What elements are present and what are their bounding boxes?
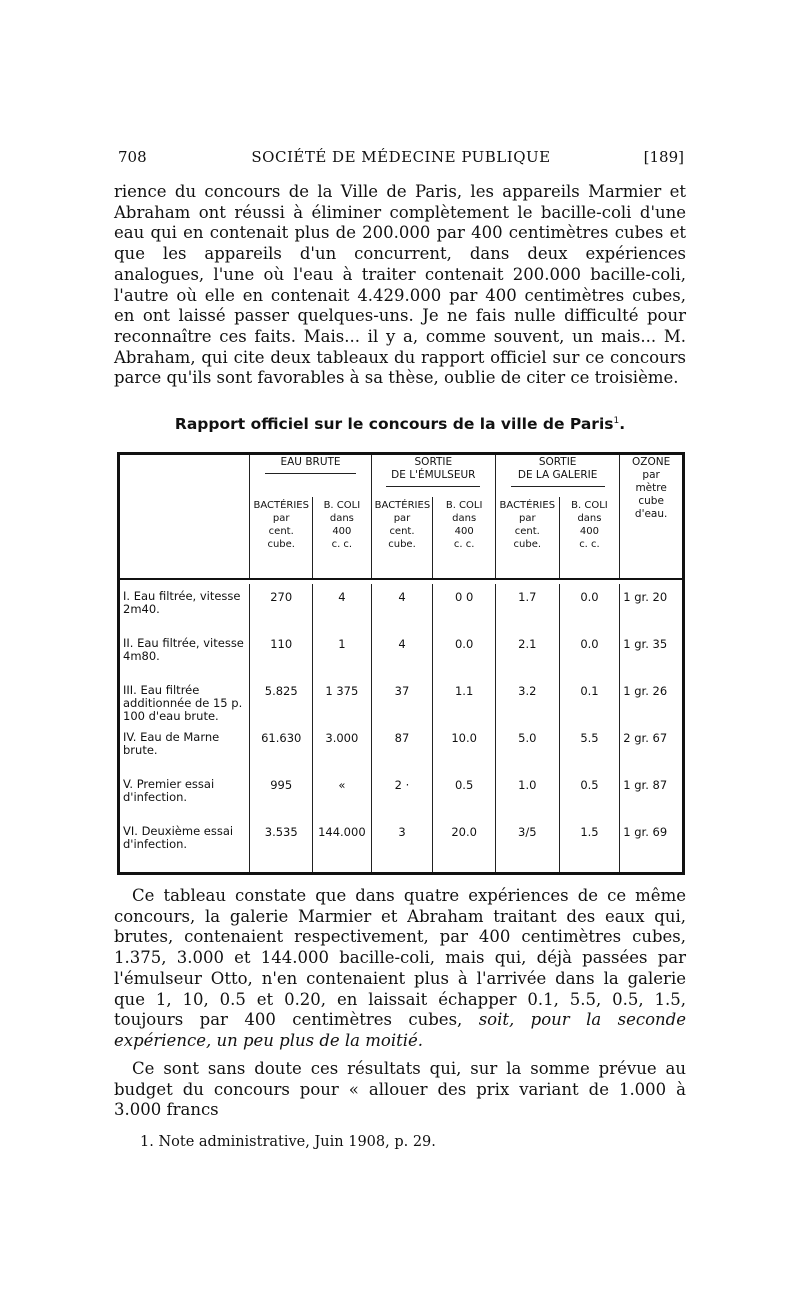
cell-em-coli: 10.0: [433, 725, 496, 772]
group-sortie-emulseur: SORTIE DE L'ÉMULSEUR: [371, 454, 495, 498]
cell-ozone: 1 gr. 87: [620, 772, 684, 819]
group-sortie-galerie: SORTIE DE LA GALERIE: [495, 454, 619, 498]
cell-eb-coli: 3.000: [313, 725, 372, 772]
cell-ga-coli: 0.0: [559, 631, 620, 678]
page-reference: [189]: [643, 148, 684, 166]
cell-ga-bacteries: 3/5: [495, 819, 559, 866]
cell-ga-coli: 1.5: [559, 819, 620, 866]
cell-eb-coli: 144.000: [313, 819, 372, 866]
row-label: V. Premier essai d'infection.: [119, 772, 250, 819]
cell-ga-coli: 0.0: [559, 584, 620, 631]
row-label: IV. Eau de Marne brute.: [119, 725, 250, 772]
cell-em-bacteries: 4: [371, 631, 433, 678]
footnote: [140, 1134, 436, 1150]
cell-em-bacteries: 87: [371, 725, 433, 772]
sub-bacteries-ga: BACTÉRIES par cent. cube.: [495, 497, 559, 579]
cell-ozone: 1 gr. 20: [620, 584, 684, 631]
table-row: [119, 678, 684, 725]
cell-em-coli: 0.0: [433, 631, 496, 678]
cell-em-coli: 1.1: [433, 678, 496, 725]
cell-ozone: 1 gr. 26: [620, 678, 684, 725]
sub-bcoli-ga: B. COLI dans 400 c. c.: [559, 497, 620, 579]
footnote-text: Note administrative, Juin 1908, p. 29.: [158, 1134, 436, 1150]
cell-ga-coli: 0.5: [559, 772, 620, 819]
sub-bcoli-em: B. COLI dans 400 c. c.: [433, 497, 496, 579]
cell-ozone: 2 gr. 67: [620, 725, 684, 772]
cell-eb-coli: 1 375: [313, 678, 372, 725]
analysis-italic: soit, pour la seconde expérience, un peu plus de la moitié.: [114, 1010, 686, 1050]
table-row: [119, 631, 684, 678]
paragraph-intro: rience du concours de la Ville de Paris, les appareils Marmier et Abraham ont réussi à éliminer complètement le bacille-coli d'une eau qui en contenait plus de 200.000 par 400 centimètres cubes et que les appareils d'un concurrent, dans deux expériences analogues, l'une où l'eau à traiter contenait 200.000 bacille-coli, l'autre où elle en contenait 4.429.000 par 400 centimètres cubes, en ont laissé passer quelques-uns. Je ne fais nulle difficulté pour reconnaître ces faits. Mais... il y a, comme souvent, un mais... M. Abraham, qui cite deux tableaux du rapport officiel sur ce concours parce qu'ils sont favorables à sa thèse, oublie de citer ce troisième.: [114, 182, 686, 388]
cell-ozone: 1 gr. 35: [620, 631, 684, 678]
footnote-number: 1.: [140, 1134, 154, 1150]
cell-eb-bacteries: 61.630: [250, 725, 313, 772]
table-row: [119, 584, 684, 631]
cell-ozone: 1 gr. 69: [620, 819, 684, 866]
cell-eb-coli: 4: [313, 584, 372, 631]
cell-ga-bacteries: 1.7: [495, 584, 559, 631]
paragraph-analysis: [114, 886, 686, 1052]
cell-em-coli: 20.0: [433, 819, 496, 866]
cell-eb-coli: 1: [313, 631, 372, 678]
ozone-header: OZONE par mètre cube d'eau.: [620, 454, 684, 580]
row-label: I. Eau filtrée, vitesse 2m40.: [119, 584, 250, 631]
cell-eb-bacteries: 270: [250, 584, 313, 631]
row-label: VI. Deuxième essai d'infection.: [119, 819, 250, 866]
row-label: II. Eau filtrée, vitesse 4m80.: [119, 631, 250, 678]
page-number: 708: [118, 148, 147, 166]
cell-ga-bacteries: 1.0: [495, 772, 559, 819]
label-column-header: [119, 454, 250, 580]
cell-eb-bacteries: 3.535: [250, 819, 313, 866]
cell-em-bacteries: 2 ·: [371, 772, 433, 819]
cell-eb-bacteries: 995: [250, 772, 313, 819]
table-row: [119, 819, 684, 866]
cell-ga-bacteries: 3.2: [495, 678, 559, 725]
page-header: [118, 148, 684, 172]
table-caption: [0, 415, 800, 433]
caption-end: .: [619, 415, 626, 433]
cell-eb-coli: «: [313, 772, 372, 819]
cell-em-bacteries: 3: [371, 819, 433, 866]
cell-em-bacteries: 4: [371, 584, 433, 631]
table-row: [119, 772, 684, 819]
sub-bcoli-eb: B. COLI dans 400 c. c.: [313, 497, 372, 579]
cell-ga-bacteries: 2.1: [495, 631, 559, 678]
cell-eb-bacteries: 5.825: [250, 678, 313, 725]
caption-text: Rapport officiel sur le concours de la ville de Paris: [174, 415, 614, 433]
table-group-header: [119, 454, 684, 498]
results-table: [117, 452, 685, 875]
cell-ga-coli: 0.1: [559, 678, 620, 725]
cell-ga-bacteries: 5.0: [495, 725, 559, 772]
sub-bacteries-em: BACTÉRIES par cent. cube.: [371, 497, 433, 579]
running-title: SOCIÉTÉ DE MÉDECINE PUBLIQUE: [251, 148, 551, 166]
footnote-mark: 1: [613, 415, 620, 426]
sub-bacteries-eb: BACTÉRIES par cent. cube.: [250, 497, 313, 579]
cell-em-coli: 0.5: [433, 772, 496, 819]
group-eau-brute: EAU BRUTE: [250, 454, 371, 498]
cell-em-coli: 0 0: [433, 584, 496, 631]
cell-eb-bacteries: 110: [250, 631, 313, 678]
table-row: [119, 725, 684, 772]
cell-ga-coli: 5.5: [559, 725, 620, 772]
analysis-text: Ce tableau constate que dans quatre expériences de ce même concours, la galerie Marmier et Abraham traitant des eaux qui, brutes, contenaient respectivement, par 400 centimètres cubes, 1.375, 3.000 et 144.000 bacille-coli, mais qui, déjà passées par l'émulseur Otto, n'en contenaient plus à l'arrivée dans la galerie que 1, 10, 0.5 et 0.20, en laissait échapper 0.1, 5.5, 0.5, 1.5, toujours par 400 centimètres cubes,: [114, 886, 686, 1030]
paragraph-conclusion: Ce sont sans doute ces résultats qui, sur la somme prévue au budget du concours pour « allouer des prix variant de 1.000 à 3.000 francs: [114, 1059, 686, 1120]
row-label: III. Eau filtrée additionnée de 15 p. 100 d'eau brute.: [119, 678, 250, 725]
cell-em-bacteries: 37: [371, 678, 433, 725]
